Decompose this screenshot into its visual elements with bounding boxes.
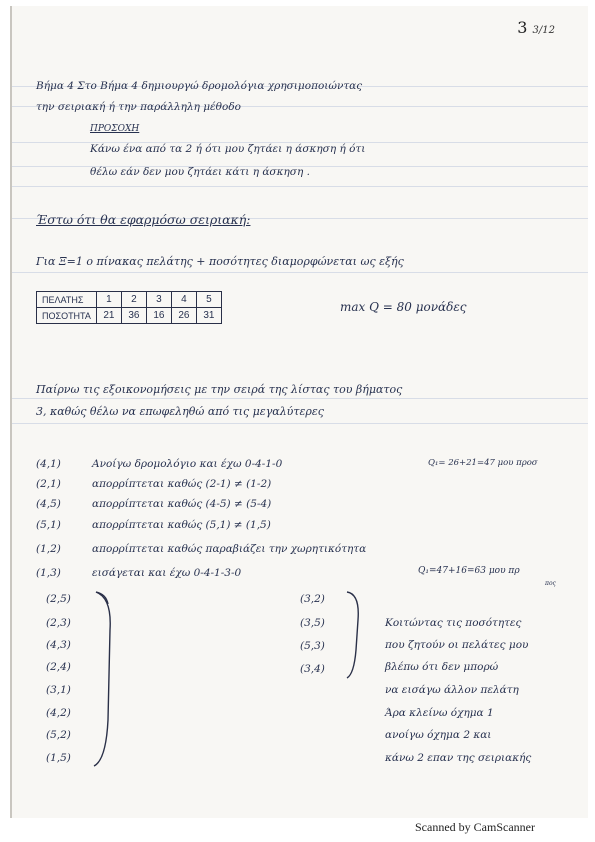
remaining-pair-mid: (3,5) [300, 617, 325, 629]
remaining-pair: (4,3) [46, 639, 71, 651]
remaining-pair: (1,5) [46, 752, 71, 764]
step-pair: (4,1) [36, 458, 61, 470]
table-cell: 36 [121, 308, 146, 324]
ruled-line [12, 423, 588, 424]
ruled-line [12, 398, 588, 399]
step-text: εισάγεται και έχω 0-4-1-3-0 [92, 567, 242, 579]
intro-line-2: την σειριακή ή την παράλληλη μέθοδο [36, 101, 241, 113]
table-intro: Για Ξ=1 ο πίνακας πελάτης + ποσότητες διαμορφώνεται ως εξής [36, 255, 404, 268]
table-row-label: ΠΟΣΟΤΗΤΑ [37, 308, 97, 324]
step-side: Q₁=47+16=63 μου πρ [418, 566, 520, 576]
remaining-pair: (2,3) [46, 617, 71, 629]
conclusion-line: Κοιτώντας τις ποσότητες [385, 617, 522, 629]
intro-line-1: Βήμα 4 Στο Βήμα 4 δημιουργώ δρομολόγια χρησιμοποιώντας [36, 80, 363, 92]
right-brace [344, 590, 374, 680]
step-text: απορρίπτεται καθώς (4-5) ≠ (5-4) [92, 498, 272, 510]
conclusion-line: να εισάγω άλλον πελάτη [385, 684, 519, 696]
table-cell: 1 [96, 292, 121, 308]
table-row [37, 292, 222, 308]
remaining-pair-mid: (5,3) [300, 640, 325, 652]
ruled-line [12, 272, 588, 273]
table-cell: 2 [121, 292, 146, 308]
note-line-2: θέλω εάν δεν μου ζητάει κάτι η άσκηση . [90, 166, 310, 178]
scanner-footer: Scanned by CamScanner [415, 820, 535, 834]
step-pair: (4,5) [36, 498, 61, 510]
conclusion-line: που ζητούν οι πελάτες μου [385, 639, 529, 651]
step-text: απορρίπτεται καθώς (2-1) ≠ (1-2) [92, 478, 272, 490]
remaining-pair: (4,2) [46, 707, 71, 719]
note-line-1: Κάνω ένα από τα 2 ή ότι μου ζητάει η άσκηση ή ότι [90, 143, 366, 155]
step-text: απορρίπτεται καθώς παραβιάζει την χωρητικότητα [92, 543, 367, 555]
remaining-pair: (2,5) [46, 593, 71, 605]
table-header-label: ΠΕΛΑΤΗΣ [37, 292, 97, 308]
remaining-pair: (2,4) [46, 661, 71, 673]
remaining-pair-mid: (3,2) [300, 593, 325, 605]
table-cell: 3 [146, 292, 171, 308]
table-cell: 4 [171, 292, 196, 308]
table-row [37, 308, 222, 324]
note-title: ΠΡΟΣΟΧΗ [90, 124, 140, 134]
remaining-pair: (5,2) [46, 729, 71, 741]
conclusion-line: κάνω 2 επαν της σειριακής [385, 752, 532, 764]
remaining-pair-mid: (3,4) [300, 663, 325, 675]
section-heading: Έστω ότι θα εφαρμόσω σειριακή: [36, 212, 251, 227]
capacity-note: max Q = 80 μονάδες [340, 300, 467, 314]
page-number [517, 18, 555, 37]
conclusion-line: ανοίγω όχημα 2 και [385, 729, 492, 741]
step-pair: (5,1) [36, 519, 61, 531]
table-cell: 5 [196, 292, 221, 308]
table-cell: 26 [171, 308, 196, 324]
page-date: 3/12 [532, 25, 555, 36]
conclusion-line: Άρα κλείνω όχημα 1 [385, 707, 494, 719]
remaining-pair: (3,1) [46, 684, 71, 696]
step-text: Ανοίγω δρομολόγιο και έχω 0-4-1-0 [92, 458, 283, 470]
step-pair: (1,2) [36, 543, 61, 555]
conclusion-line: βλέπω ότι δεν μπορώ [385, 661, 499, 673]
customer-quantity-table [36, 291, 222, 324]
table-cell: 31 [196, 308, 221, 324]
page-number-value: 3 [517, 18, 528, 37]
table-cell: 21 [96, 308, 121, 324]
step-text: απορρίπτεται καθώς (5,1) ≠ (1,5) [92, 519, 271, 531]
step-pair: (2,1) [36, 478, 61, 490]
savings-intro-2: 3, καθώς θέλω να επωφεληθώ από τις μεγαλύτερες [36, 405, 324, 418]
ruled-line [12, 186, 588, 187]
step-pair: (1,3) [36, 567, 61, 579]
left-brace [92, 590, 132, 770]
savings-intro-1: Παίρνω τις εξοικονομήσεις με την σειρά της λίστας του βήματος [36, 383, 403, 396]
table-cell: 16 [146, 308, 171, 324]
step-side: Q₁= 26+21=47 μου προσ [428, 458, 538, 468]
step-side-small: πος [545, 580, 556, 587]
